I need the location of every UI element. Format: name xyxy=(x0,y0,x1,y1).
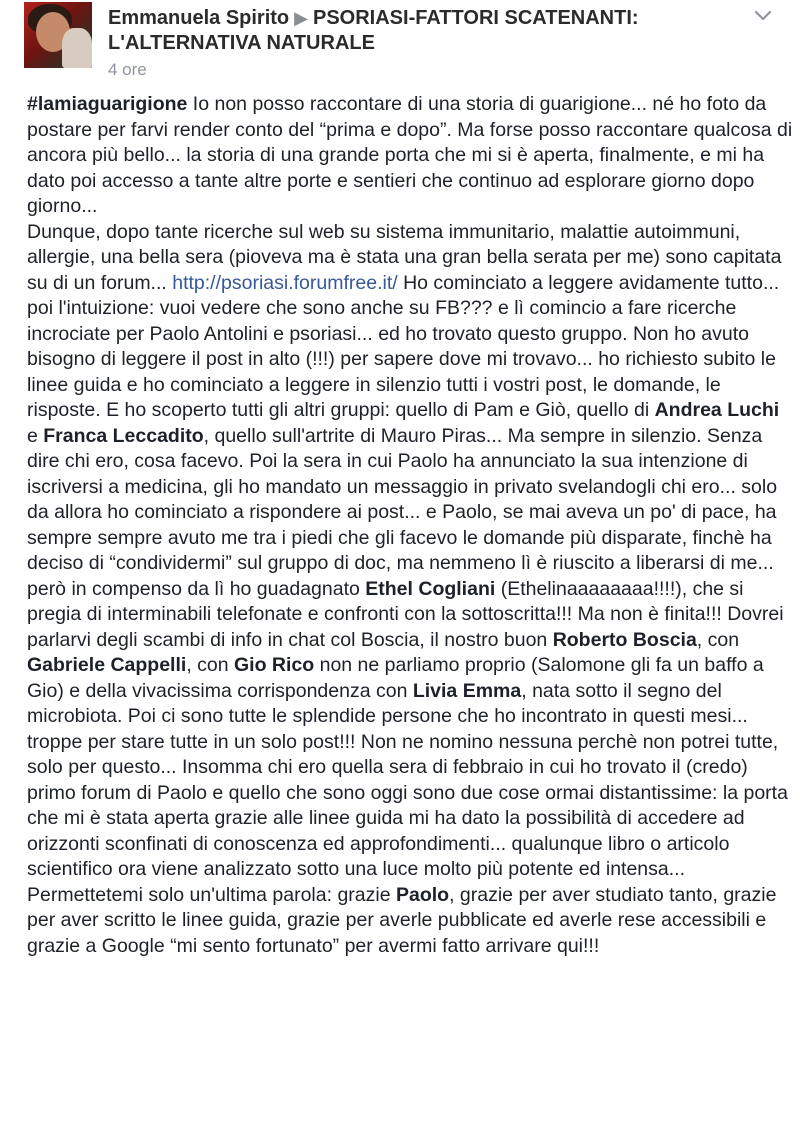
mention-andrea-luchi[interactable]: Andrea Luchi xyxy=(654,399,780,421)
hashtag-link[interactable]: #lamiaguarigione xyxy=(27,93,188,115)
timestamp[interactable]: 4 ore xyxy=(108,60,147,79)
author-name[interactable]: Emmanuela Spirito xyxy=(108,7,290,29)
post-body xyxy=(27,92,795,959)
post-header xyxy=(0,0,800,88)
body-text: Ho cominciato a leggere avidamente tutto... poi l'intuizione: vuoi vedere che sono anche su FB??? e lì comincio a fare ricerche incrociate per Paolo Antolini e psoriasi... ed ho trovato questo gruppo. Non ho avuto bisogno di leggere il post in alto (!!!) per sapere dove mi trovavo... ho richiesto subito le linee guida e ho cominciato a leggere in silenzio tutti i vostri post, le domande, le risposte. E ho scoperto tutti gli altri gruppi: quello di Pam e Giò, quello di xyxy=(27,271,780,421)
avatar[interactable] xyxy=(24,2,92,68)
triangle-right-icon: ▶ xyxy=(294,8,308,28)
mention-roberto-boscia[interactable]: Roberto Boscia xyxy=(552,628,697,651)
post-title xyxy=(108,6,728,56)
paragraph-story xyxy=(27,220,795,960)
mention-livia-emma[interactable]: Livia Emma xyxy=(412,679,522,702)
body-text: , nata sotto il segno del microbiota. Poi ci sono tutte le splendide persone che ho incontrato in questi mesi... troppe per stare tutte in un solo post!!! Non ne nomino nessuna perchè non potrei tutte, solo per questo... Insomma chi ero quella sera di febbraio in cui ho trovato il (credo) primo forum di Paolo e quello che sono oggi sono due cose ormai distantissime: la porta che mi è stata aperta grazie alle linee guida mi ha dato la possibilità di accedere ad orizzonti sconfinati di conoscenza ed approfondimenti... qualunque libro o articolo scientifico ora viene analizzato sotto una luce molto più potente ed intensa... Permettetemi solo un'ultima parola: grazie xyxy=(27,679,788,906)
body-text: e xyxy=(27,424,44,447)
body-text: non ne parliamo proprio (Salomone gli fa un baffo a Gio) e della vivacissima corrispondenza con xyxy=(27,654,764,702)
body-text: , quello sull'artrite di Mauro Piras... Ma sempre in silenzio. Senza dire chi ero, cosa facevo. Poi la sera in cui Paolo ha annunciato la sua intenzione di iscriversi a medicina, gli ho mandato un messaggio in privato svelandogli chi ero... solo da allora ho cominciato a rispondere ai post... e Paolo, se mai aveva un po' di pace, ha sempre sempre avuto me tra i piedi che gli facevo le domande più disparate, finchè ha deciso di “condividermi” sul gruppo di doc, ma nemmeno lì è riuscito a liberarsi di me... però in compenso da lì ho guadagnato xyxy=(27,424,778,600)
mention-gio-rico[interactable]: Gio Rico xyxy=(234,654,315,676)
body-text: , con xyxy=(186,654,235,676)
forum-link[interactable]: http://psoriasi.forumfree.it/ xyxy=(172,271,398,294)
mention-gabriele-cappelli[interactable]: Gabriele Cappelli xyxy=(27,654,187,676)
body-text: , con xyxy=(696,628,740,651)
mention-franca-leccadito[interactable]: Franca Leccadito xyxy=(43,424,204,447)
mention-ethel-cogliani[interactable]: Ethel Cogliani xyxy=(365,577,496,600)
chevron-down-icon[interactable] xyxy=(752,6,774,26)
body-text: Dunque, dopo tante ricerche sul web su sistema immunitario, malattie autoimmuni, allergie, una bella sera (pioveva ma è stata una gran bella serata per me) sono capitata su di un forum... xyxy=(27,220,782,294)
paragraph-intro xyxy=(27,92,795,220)
body-text: (Ethelinaaaaaaaa!!!!), che si pregia di interminabili telefonate e confronti con la sottoscritta!!! Ma non è finita!!! Dovrei parlarvi degli scambi di info in chat col Boscia, il nostro buon xyxy=(27,577,784,651)
group-name[interactable]: PSORIASI-FATTORI SCATENANTI: L'ALTERNATIVA NATURALE xyxy=(108,7,639,54)
body-text: Io non posso raccontare di una storia di guarigione... né ho foto da postare per farvi render conto del “prima e dopo”. Ma forse posso raccontare qualcosa di ancora più bello... la storia di una grande porta che mi si è aperta, finalmente, e mi ha dato poi accesso a tante altre porte e sentieri che continuo ad esplorare giorno dopo giorno... xyxy=(27,93,793,217)
body-text: , grazie per aver studiato tanto, grazie per aver scritto le linee guida, grazie per averle pubblicate ed averle rese accessibili e grazie a Google “mi sento fortunato” per avermi fatto arrivare qui!!! xyxy=(27,883,777,957)
mention-paolo[interactable]: Paolo xyxy=(395,883,450,906)
